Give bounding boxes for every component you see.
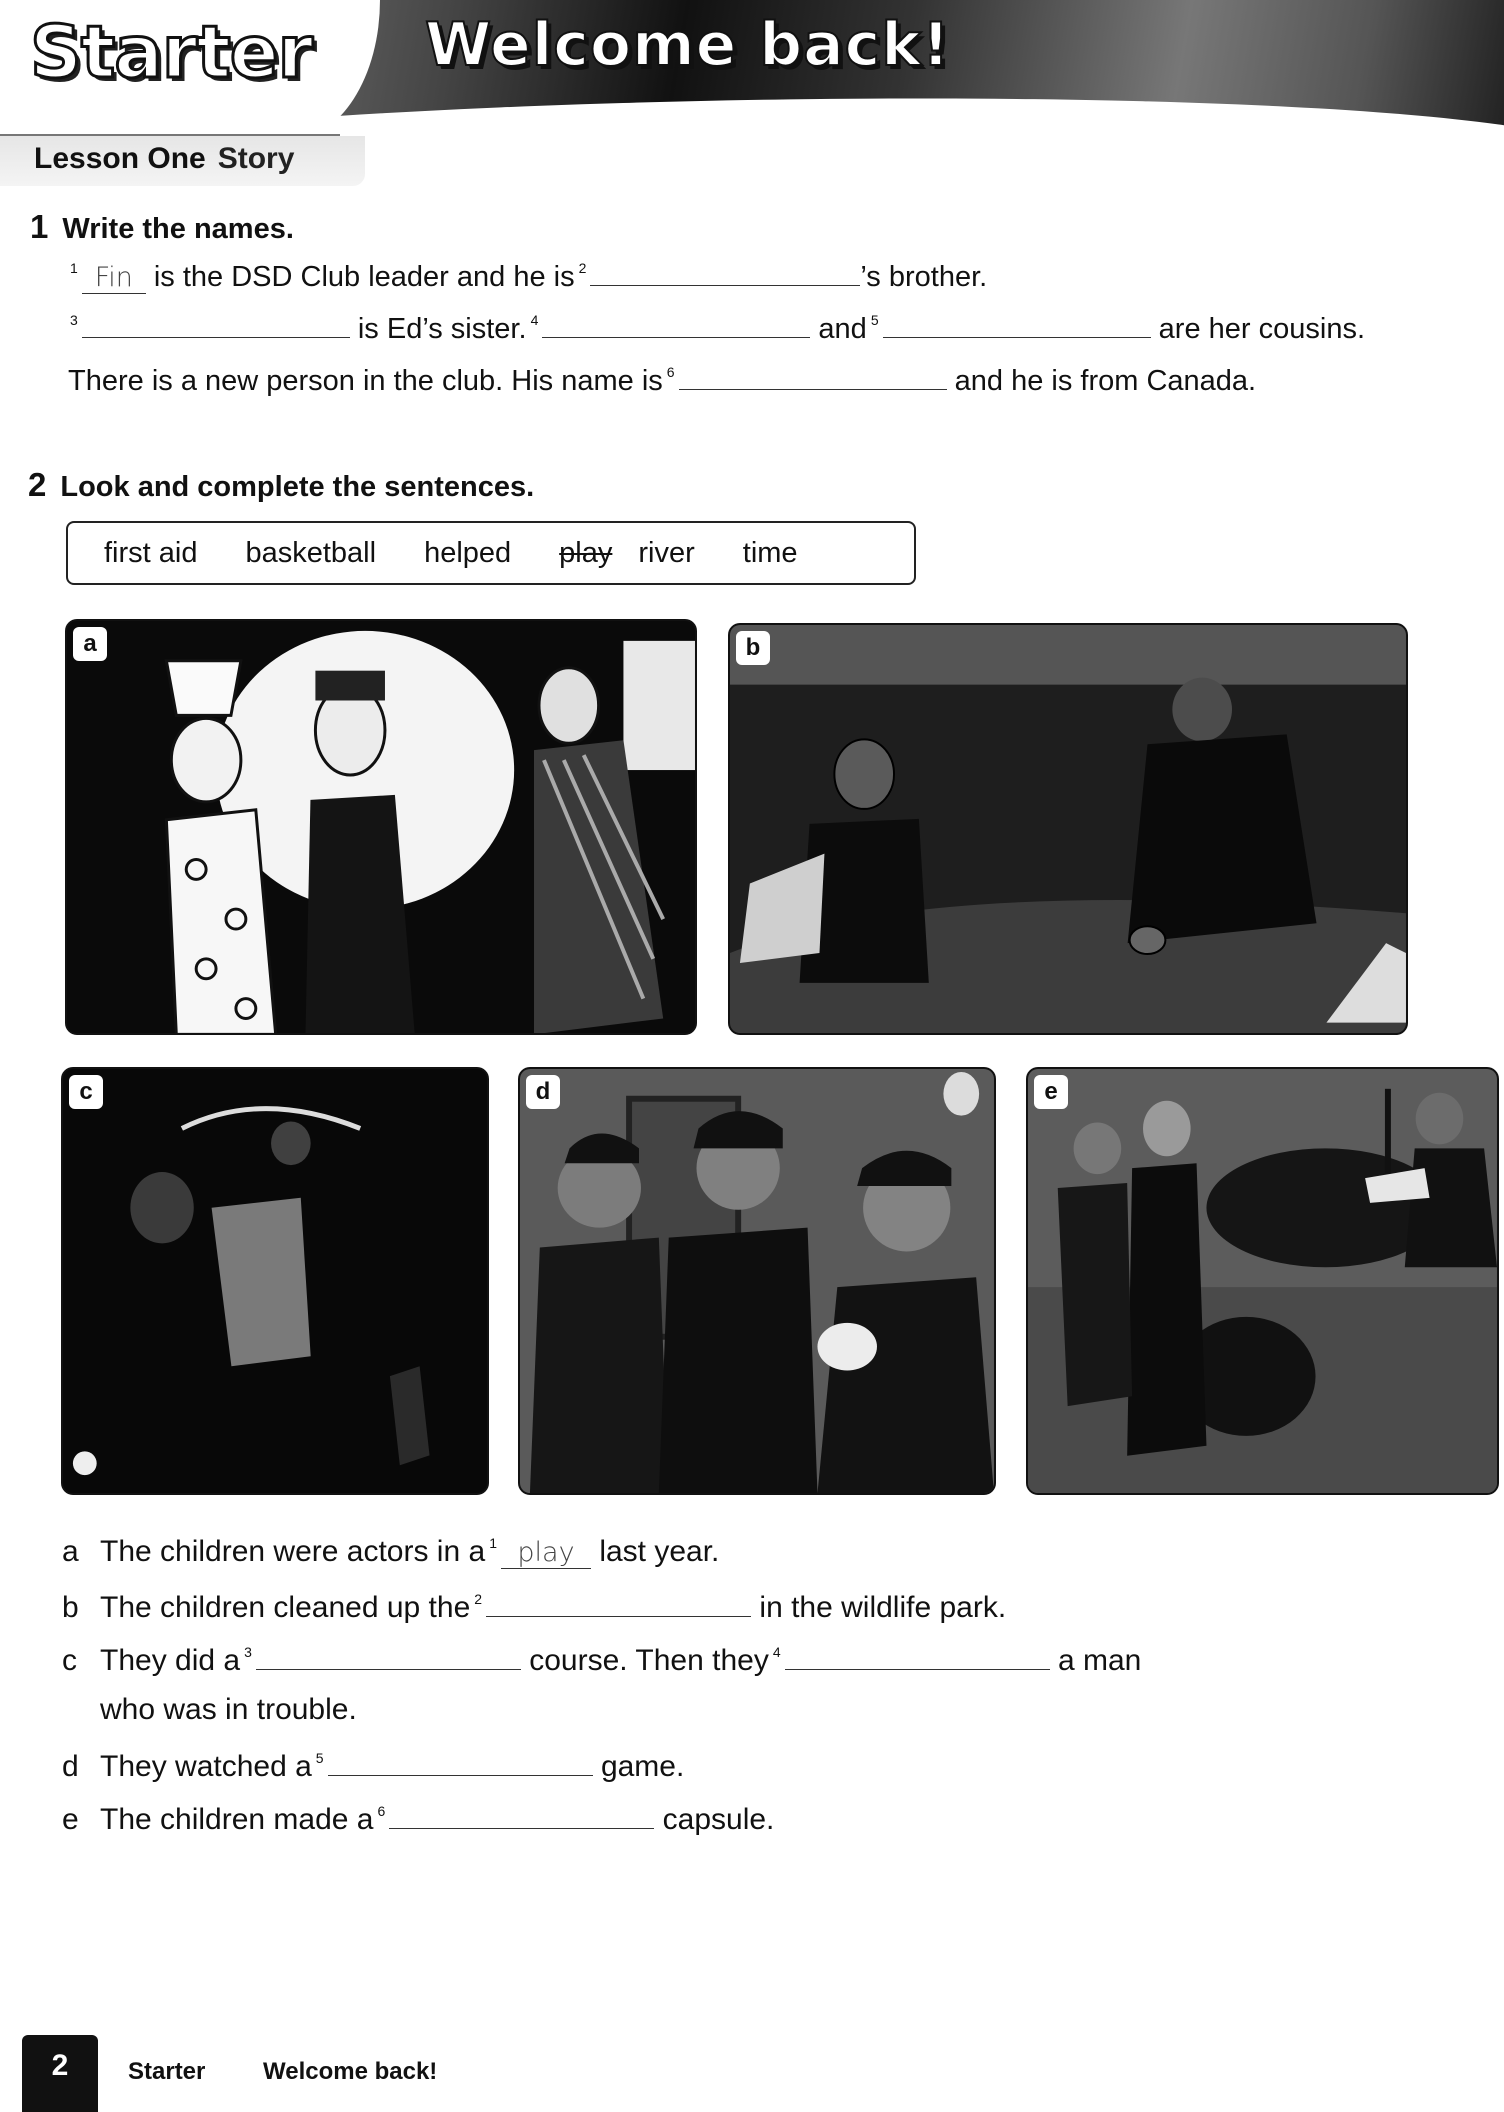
- answer-blank-6[interactable]: [679, 360, 947, 390]
- picture-label: d: [526, 1075, 560, 1109]
- first-aid-illustration: [63, 1069, 487, 1493]
- exercise-number: 1: [30, 208, 49, 245]
- word-play-crossed: play: [559, 536, 613, 569]
- answer-1[interactable]: play: [501, 1537, 591, 1569]
- lesson-label: [34, 142, 294, 176]
- exercise-1-line-3: There is a new person in the club. His name is $^6$ and he is from Canada.: [68, 360, 1256, 398]
- word-time: time: [742, 536, 798, 569]
- exercise-1-heading: [30, 208, 294, 246]
- word-river: river: [638, 536, 695, 569]
- sentence-a: a The children were actors in a $^1$ play last year.: [62, 1535, 720, 1568]
- exercise-instruction: Look and complete the sentences.: [60, 471, 535, 503]
- answer-blank-5[interactable]: [883, 308, 1151, 338]
- unit-title: Welcome back!: [425, 10, 951, 80]
- sentence-e: e The children made a $^6$ capsule.: [62, 1799, 774, 1837]
- answer-blank-5[interactable]: [328, 1746, 593, 1776]
- footer-unit: Starter: [128, 2058, 206, 2085]
- picture-label: c: [69, 1075, 103, 1109]
- answer-blank-3[interactable]: [82, 308, 350, 338]
- answer-blank-4[interactable]: [785, 1640, 1050, 1670]
- answer-blank-2[interactable]: [590, 256, 860, 286]
- sentence-c: c They did a $^3$ course. Then they $^4$ a man: [62, 1640, 1141, 1678]
- word-first-aid: first aid: [104, 536, 198, 569]
- sentence-b: b The children cleaned up the $^2$ in the wildlife park.: [62, 1587, 1006, 1625]
- unit-header: [0, 0, 1504, 140]
- sentence-d: d They watched a $^5$ game.: [62, 1746, 684, 1784]
- exercise-instruction: Write the names.: [62, 213, 294, 245]
- answer-blank-2[interactable]: [486, 1587, 751, 1617]
- picture-d: [518, 1067, 996, 1495]
- exercise-number: 2: [28, 466, 47, 503]
- word-basketball: basketball: [245, 536, 377, 569]
- answer-1[interactable]: Fin: [82, 262, 146, 294]
- picture-label: e: [1034, 1075, 1068, 1109]
- exercise-2-heading: [28, 466, 534, 504]
- picture-a: [65, 619, 697, 1035]
- exercise-1-line-1: $^1$ Fin is the DSD Club leader and he is $^2$ ’s brother.: [66, 256, 987, 294]
- footer-title: Welcome back!: [263, 2058, 438, 2085]
- page-number: 2: [22, 2035, 98, 2112]
- picture-label: b: [736, 631, 770, 665]
- picture-b: [728, 623, 1408, 1035]
- unit-name: Starter: [30, 10, 313, 94]
- picture-label: a: [73, 627, 107, 661]
- answer-blank-3[interactable]: [256, 1640, 521, 1670]
- answer-blank-6[interactable]: [389, 1799, 654, 1829]
- play-scene-illustration: [67, 621, 695, 1034]
- lesson-type: Story: [217, 142, 295, 175]
- word-helped: helped: [424, 536, 512, 569]
- picture-e: [1026, 1067, 1499, 1495]
- answer-blank-4[interactable]: [542, 308, 810, 338]
- basketball-game-illustration: [520, 1069, 994, 1493]
- picture-c: [61, 1067, 489, 1495]
- sentence-c-continued: who was in trouble.: [100, 1693, 357, 1726]
- exercise-1-line-2: $^3$ is Ed’s sister. $^4$ and $^5$ are her cousins.: [66, 308, 1365, 346]
- lesson-number: Lesson One: [34, 142, 206, 175]
- word-box: [66, 521, 916, 585]
- time-capsule-illustration: [1028, 1069, 1497, 1493]
- river-cleanup-illustration: [730, 625, 1406, 1035]
